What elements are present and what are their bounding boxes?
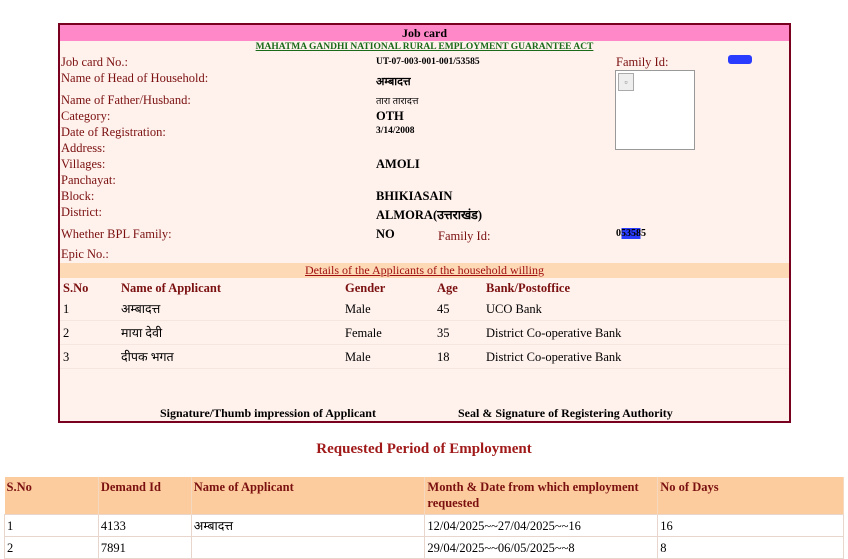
label-district: District: [61,205,102,219]
label-family-id-mid: Family Id: [438,229,491,243]
header-name-of-applicant: Name of Applicant [191,477,425,515]
cell-period: 29/04/2025~~06/05/2025~~8 [425,537,658,559]
applicant-signature-label: Signature/Thumb impression of Applicant [160,406,376,420]
card-subtitle: MAHATMA GANDHI NATIONAL RURAL EMPLOYMENT GUARANTEE ACT [255,42,594,52]
cell-name: अम्बादत्त [191,515,425,537]
applicant-header-age: Age [437,281,458,295]
header-demand-id: Demand Id [98,477,191,515]
label-epic-no: Epic No.: [61,247,109,261]
redacted-family-id-mid: 053585 [616,228,646,239]
value-block: BHIKIASAIN [376,189,453,203]
broken-image-icon: ▫ [618,73,634,91]
cell-days: 16 [658,515,844,537]
applicant-age: 18 [437,350,450,364]
label-panchayat: Panchayat: [61,173,116,187]
applicant-header-gender: Gender [345,281,386,295]
table-header-row [5,477,844,515]
job-card [58,23,791,423]
value-category: OTH [376,109,404,123]
value-district: ALMORA(उत्तराखंड) [376,208,483,222]
header-sno: S.No [5,477,99,515]
table-row [5,515,844,537]
cell-period: 12/04/2025~~27/04/2025~~16 [425,515,658,537]
applicant-row [60,298,789,321]
label-block: Block: [61,189,95,203]
authority-seal-label: Seal & Signature of Registering Authority [458,406,673,420]
applicant-bank: UCO Bank [486,302,542,316]
label-family-id-top: Family Id: [616,55,669,69]
cell-demand-id: 4133 [98,515,191,537]
value-father-husband: तारा तारादत्त [376,97,419,107]
applicant-details-heading: Details of the Applicants of the household willing [60,263,789,278]
applicant-gender: Male [345,350,371,364]
applicant-header-bank: Bank/Postoffice [486,281,571,295]
label-category: Category: [61,109,111,123]
cell-demand-id: 7891 [98,537,191,559]
applicant-sno: 2 [63,326,70,340]
applicant-row [60,322,789,345]
header-no-of-days: No of Days [658,477,844,515]
applicant-bank: District Co-operative Bank [486,326,622,340]
value-head-of-household: अम्बादत्त [376,76,411,88]
label-address: Address: [61,141,106,155]
value-villages: AMOLI [376,157,420,171]
cell-sno: 2 [5,537,99,559]
applicant-age: 45 [437,302,450,316]
value-date-of-registration: 3/14/2008 [376,126,415,136]
cell-sno: 1 [5,515,99,537]
value-job-card-no: UT-07-003-001-001/53585 [376,57,480,67]
applicant-header-name: Name of Applicant [121,281,221,295]
applicant-sno: 1 [63,302,70,316]
applicant-bank: District Co-operative Bank [486,350,622,364]
applicant-name: दीपक भगत [121,350,174,364]
applicant-name: माया देवी [121,326,163,340]
label-head-of-household: Name of Head of Household: [61,71,209,85]
applicant-sno: 3 [63,350,70,364]
applicant-name: अम्बादत्त [121,302,161,316]
applicant-age: 35 [437,326,450,340]
label-date-of-registration: Date of Registration: [61,125,166,139]
header-period: Month & Date from which employment requested [425,477,658,515]
table-row [5,537,844,559]
applicant-gender: Female [345,326,382,340]
requested-period-title: Requested Period of Employment [316,441,532,457]
cell-days: 8 [658,537,844,559]
applicant-photo [615,70,695,150]
label-bpl-family: Whether BPL Family: [61,227,172,241]
label-father-husband: Name of Father/Husband: [61,93,191,107]
requested-period-table [4,477,844,559]
applicant-gender: Male [345,302,371,316]
applicant-header-sno: S.No [63,281,89,295]
value-bpl-family: NO [376,227,395,241]
label-job-card-no: Job card No.: [61,55,128,69]
applicant-row [60,346,789,369]
card-title: Job card [60,25,789,41]
redacted-family-id-top [728,55,752,64]
label-villages: Villages: [61,157,106,171]
cell-name [191,537,425,559]
